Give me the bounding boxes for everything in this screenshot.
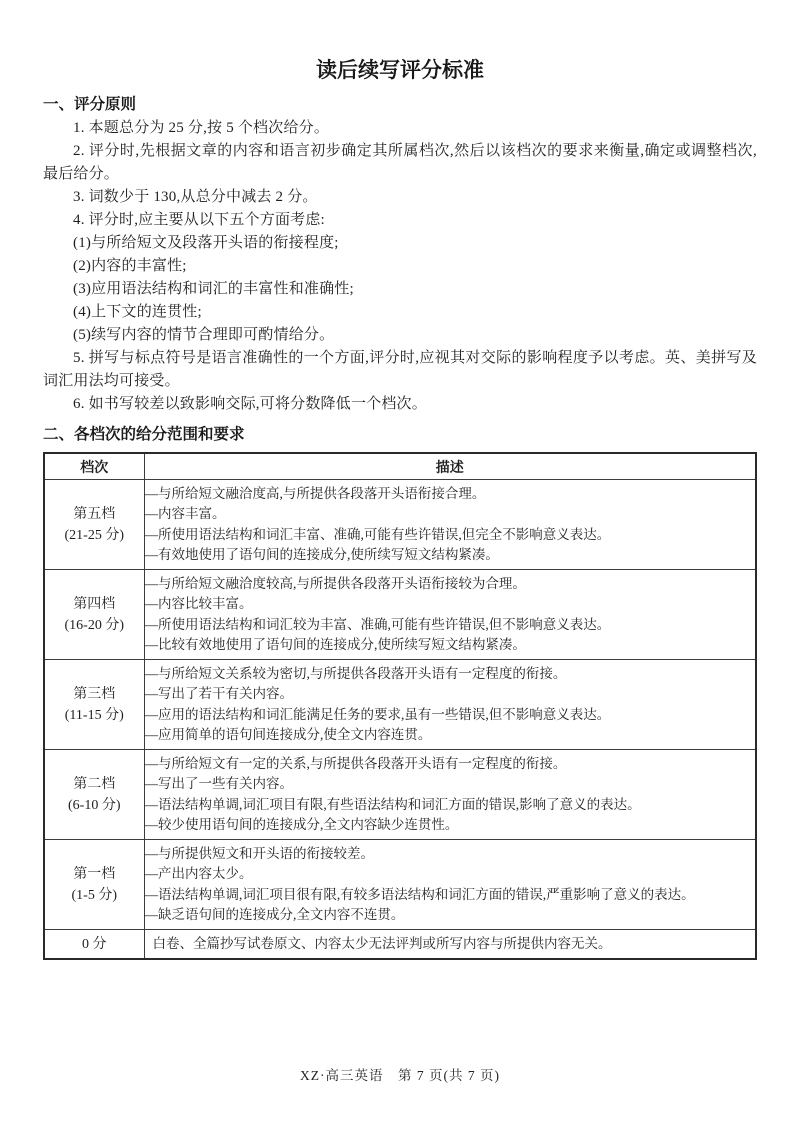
section2-heading: 二、各档次的给分范围和要求 [43, 426, 245, 443]
level-cell [44, 660, 144, 750]
principle-subitem-4: (4)上下文的连贯性; [73, 304, 202, 320]
level-cell [44, 750, 144, 840]
description-line: —内容比较丰富。 [144, 596, 253, 611]
level-name: 0 分 [82, 936, 107, 952]
table-row-level5 [44, 480, 756, 570]
principle-item-1: 1. 本题总分为 25 分,按 5 个档次给分。 [73, 120, 330, 136]
level-range: (11-15 分) [64, 707, 124, 723]
grading-rubric-table [43, 452, 757, 960]
table-row-level3 [44, 660, 756, 750]
level-cell [44, 480, 144, 570]
description-line: —内容丰富。 [144, 506, 226, 521]
principle-subitem-2: (2)内容的丰富性; [73, 258, 187, 274]
description-line: 白卷、全篇抄写试卷原文、内容太少无法评判或所写内容与所提供内容无关。 [152, 935, 612, 951]
level-cell [44, 570, 144, 660]
description-line: —应用简单的语句间连接成分,使全文内容连贯。 [144, 727, 432, 742]
table-row-level4 [44, 570, 756, 660]
table-row-zero [44, 930, 756, 960]
level-name: 第一档 [73, 866, 116, 882]
column-header-description: 描述 [144, 453, 756, 480]
level-name: 第四档 [73, 596, 116, 612]
level-range: (16-20 分) [64, 617, 124, 633]
level-name: 第二档 [73, 776, 116, 792]
principle-item-2: 2. 评分时,先根据文章的内容和语言初步确定其所属档次,然后以该档次的要求来衡量,确定或调整档次,最后给分。 [43, 143, 757, 182]
description-line: —所使用语法结构和词汇丰富、准确,可能有些许错误,但完全不影响意义表达。 [144, 526, 611, 542]
description-line: —产出内容太少。 [144, 866, 253, 881]
description-line: —与所提供短文和开头语的衔接较差。 [144, 845, 374, 861]
description-line: —与所给短文关系较为密切,与所提供各段落开头语有一定程度的衔接。 [144, 665, 567, 681]
section1-heading: 一、评分原则 [43, 96, 137, 113]
column-header-level: 档次 [44, 453, 144, 480]
table-header-row [44, 453, 756, 480]
description-line: —有效地使用了语句间的连接成分,使所续写短文结构紧凑。 [144, 547, 499, 562]
description-line: —语法结构单调,词汇项目有限,有些语法结构和词汇方面的错误,影响了意义的表达。 [144, 796, 641, 812]
table-row-level2 [44, 750, 756, 840]
description-line: —所使用语法结构和词汇较为丰富、准确,可能有些许错误,但不影响意义表达。 [144, 616, 611, 632]
level-cell [44, 840, 144, 930]
description-cell [144, 660, 756, 750]
description-cell [144, 480, 756, 570]
level-name: 第五档 [73, 506, 116, 522]
description-line: —较少使用语句间的连接成分,全文内容缺少连贯性。 [144, 817, 459, 832]
principle-item-6: 6. 如书写较差以致影响交际,可将分数降低一个档次。 [73, 396, 427, 412]
principle-item-5: 5. 拼写与标点符号是语言准确性的一个方面,评分时,应视其对交际的影响程度予以考虑。英、美拼写及词汇用法均可接受。 [43, 350, 757, 389]
principle-subitem-1: (1)与所给短文及段落开头语的衔接程度; [73, 235, 339, 251]
description-line: —写出了一些有关内容。 [144, 776, 293, 791]
level-range: (6-10 分) [68, 797, 121, 813]
principle-item-3: 3. 词数少于 130,从总分中减去 2 分。 [73, 189, 318, 205]
table-row-level1 [44, 840, 756, 930]
page-title: 读后续写评分标准 [316, 59, 484, 82]
description-line: —缺乏语句间的连接成分,全文内容不连贯。 [144, 907, 405, 922]
level-range: (1-5 分) [71, 887, 117, 903]
level-name: 第三档 [73, 686, 116, 702]
document-content [43, 58, 757, 960]
description-cell [144, 840, 756, 930]
description-cell [144, 930, 756, 960]
description-line: —与所给短文融洽度较高,与所提供各段落开头语衔接较为合理。 [144, 575, 526, 591]
description-line: —应用的语法结构和词汇能满足任务的要求,虽有一些错误,但不影响意义表达。 [144, 706, 611, 722]
page-footer: XZ·高三英语 第 7 页(共 7 页) [300, 1068, 500, 1083]
level-cell [44, 930, 144, 960]
principle-item-4: 4. 评分时,应主要从以下五个方面考虑: [73, 212, 325, 228]
description-line: —与所给短文有一定的关系,与所提供各段落开头语有一定程度的衔接。 [144, 755, 567, 771]
description-cell [144, 750, 756, 840]
description-line: —写出了若干有关内容。 [144, 686, 293, 701]
description-line: —比较有效地使用了语句间的连接成分,使所续写短文结构紧凑。 [144, 637, 526, 652]
principle-subitem-3: (3)应用语法结构和词汇的丰富性和准确性; [73, 281, 354, 297]
principle-subitem-5: (5)续写内容的情节合理即可酌情给分。 [73, 327, 335, 343]
level-range: (21-25 分) [64, 527, 124, 543]
description-line: —与所给短文融洽度高,与所提供各段落开头语衔接合理。 [144, 485, 486, 501]
scoring-principles-list [43, 117, 757, 416]
description-cell [144, 570, 756, 660]
description-line: —语法结构单调,词汇项目很有限,有较多语法结构和词汇方面的错误,严重影响了意义的表达。 [144, 886, 695, 902]
